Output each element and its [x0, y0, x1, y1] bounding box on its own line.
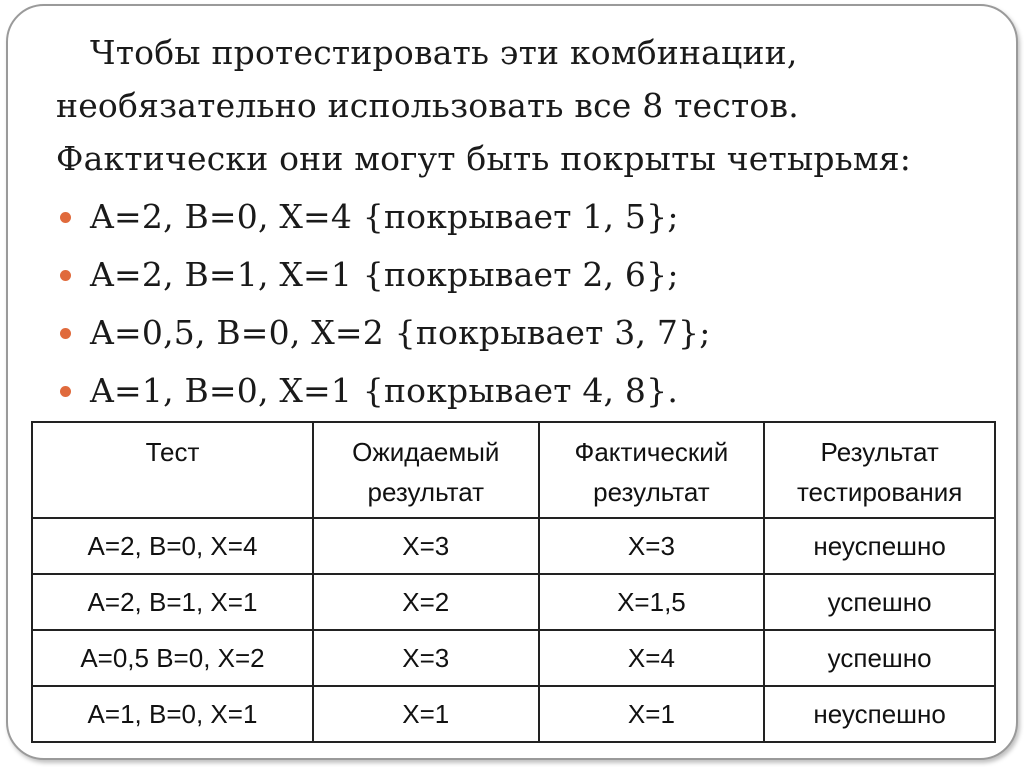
- cell-outcome: неуспешно: [764, 518, 995, 574]
- cell-actual: X=3: [539, 518, 765, 574]
- table-header-row: [32, 422, 995, 518]
- cell-expected: X=3: [313, 518, 539, 574]
- bullet-text: A=0,5, B=0, X=2 {покрывает 3, 7};: [90, 313, 711, 352]
- bullet-list: [56, 188, 996, 420]
- bullet-dot-icon: [60, 270, 71, 281]
- cell-outcome: успешно: [764, 574, 995, 630]
- bullet-text: A=2, B=0, X=4 {покрывает 1, 5};: [90, 197, 679, 236]
- header-test: Тест: [32, 422, 313, 518]
- cell-expected: X=2: [313, 574, 539, 630]
- header-actual-result: Фактический результат: [539, 422, 765, 518]
- bullet-item: [56, 188, 996, 246]
- bullet-item: [56, 362, 996, 420]
- table-row: [32, 686, 995, 742]
- results-table: [31, 421, 996, 743]
- bullet-dot-icon: [60, 386, 71, 397]
- slide-text: [56, 26, 996, 420]
- cell-expected: X=3: [313, 630, 539, 686]
- cell-test: A=2, B=1, X=1: [32, 574, 313, 630]
- table-row: [32, 518, 995, 574]
- bullet-dot-icon: [60, 212, 71, 223]
- bullet-dot-icon: [60, 328, 71, 339]
- cell-actual: X=4: [539, 630, 765, 686]
- bullet-item: [56, 304, 996, 362]
- table-row: [32, 574, 995, 630]
- cell-outcome: неуспешно: [764, 686, 995, 742]
- cell-actual: X=1: [539, 686, 765, 742]
- header-test-outcome: Результат тестирования: [764, 422, 995, 518]
- header-expected-result: Ожидаемый результат: [313, 422, 539, 518]
- cell-expected: X=1: [313, 686, 539, 742]
- cell-test: A=0,5 B=0, X=2: [32, 630, 313, 686]
- bullet-text: A=1, B=0, X=1 {покрывает 4, 8}.: [90, 371, 679, 410]
- bullet-text: A=2, B=1, X=1 {покрывает 2, 6};: [90, 255, 679, 294]
- intro-paragraph: Чтобы протестировать эти комбинации, необязательно использовать все 8 тестов. Фактически они могут быть покрыты четырьмя:: [56, 33, 912, 178]
- cell-outcome: успешно: [764, 630, 995, 686]
- table-row: [32, 630, 995, 686]
- cell-actual: X=1,5: [539, 574, 765, 630]
- bullet-item: [56, 246, 996, 304]
- cell-test: A=2, B=0, X=4: [32, 518, 313, 574]
- cell-test: A=1, B=0, X=1: [32, 686, 313, 742]
